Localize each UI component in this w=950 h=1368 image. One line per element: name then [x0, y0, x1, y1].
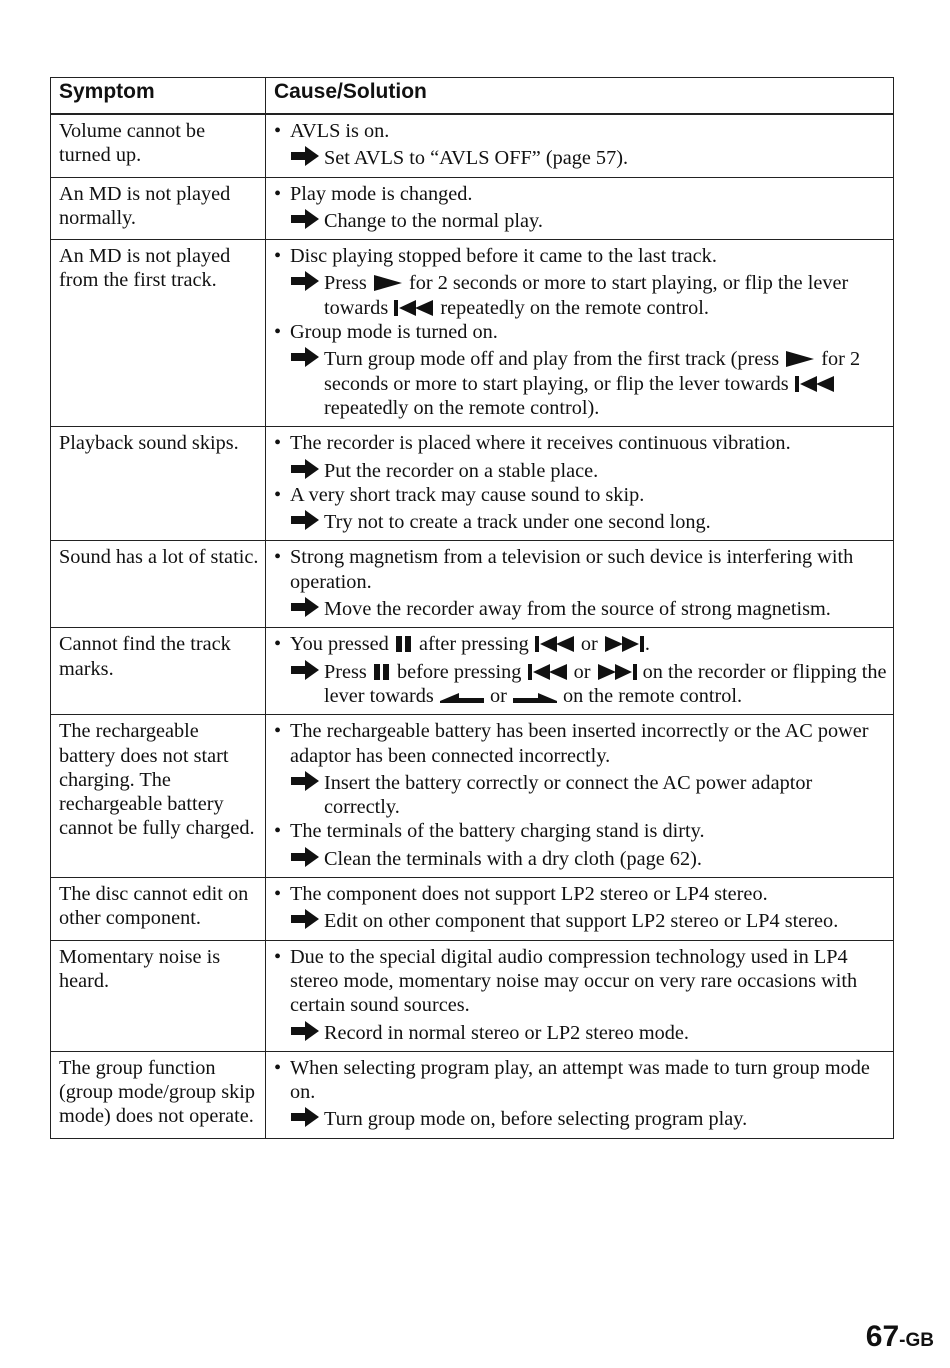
- cause-line: [274, 632, 887, 656]
- cause-text: [290, 819, 887, 843]
- text-fragment: The terminals of the battery charging stand is dirty.: [290, 820, 705, 843]
- solution-line: [290, 146, 887, 170]
- text-fragment: Set AVLS to “AVLS OFF” (page 57).: [324, 147, 629, 170]
- cause-item: [274, 1056, 887, 1132]
- cause-line: [274, 945, 887, 1018]
- text-fragment: repeatedly on the remote control).: [324, 396, 600, 419]
- bullet-icon: •: [274, 120, 282, 142]
- cause-item: [274, 545, 887, 621]
- solution-text: [324, 771, 887, 820]
- table-row: [51, 177, 894, 240]
- text-fragment: The rechargeable battery has been inserted incorrectly or the AC power adaptor has been connected incorrectly.: [290, 720, 869, 767]
- solution-text: [324, 510, 887, 534]
- cause-item: [274, 182, 887, 234]
- cause-text: [290, 1056, 887, 1105]
- symptom-cell: Momentary noise is heard.: [51, 940, 266, 1051]
- text-fragment: Change to the normal play.: [324, 209, 543, 232]
- text-fragment: repeatedly on the remote control.: [435, 296, 709, 319]
- cause-item: [274, 483, 887, 535]
- cause-item: [274, 119, 887, 171]
- text-fragment: after pressing: [413, 633, 534, 656]
- cause-item: [274, 320, 887, 420]
- cause-item: [274, 882, 887, 934]
- text-fragment: Try not to create a track under one second long.: [324, 511, 711, 534]
- symptom-cell: Volume cannot be turned up.: [51, 114, 266, 177]
- symptom-cell: The group function (group mode/group skip mode) does not operate.: [51, 1051, 266, 1138]
- bullet-icon: •: [274, 820, 282, 843]
- bullet-icon: •: [274, 432, 282, 455]
- bullet-icon: •: [274, 720, 282, 743]
- prev-icon: [534, 635, 576, 653]
- cause-line: [274, 882, 887, 906]
- text-fragment: Edit on other component that support LP2 stereo or LP4 stereo.: [324, 910, 839, 933]
- table-row: [51, 427, 894, 541]
- text-fragment: A very short track may cause sound to skip.: [290, 483, 645, 506]
- solution-line: [290, 771, 887, 820]
- arrow-right-icon: [290, 597, 324, 621]
- solution-line: [290, 1107, 887, 1131]
- text-fragment: The component does not support LP2 stereo or LP4 stereo.: [290, 883, 768, 906]
- text-fragment: Record in normal stereo or LP2 stereo mode.: [324, 1021, 689, 1044]
- solution-line: [290, 1021, 887, 1045]
- cause-solution-cell: [266, 541, 894, 628]
- cause-item: [274, 632, 887, 708]
- bullet-icon: •: [274, 1056, 282, 1079]
- cause-text: [290, 882, 887, 906]
- pause-icon: [372, 663, 392, 681]
- text-fragment: When selecting program play, an attempt was made to turn group mode on.: [290, 1056, 870, 1104]
- arrow-right-icon: [290, 909, 324, 933]
- cause-solution-cell: [266, 1051, 894, 1138]
- table-row: [51, 715, 894, 878]
- arrow-right-icon: [290, 209, 324, 233]
- text-fragment: Due to the special digital audio compression technology used in LP4 stereo mode, momentary noise may occur on very rare occasions with certain sound sources.: [290, 945, 858, 1017]
- solution-line: [290, 909, 887, 933]
- symptom-cell: Sound has a lot of static.: [51, 541, 266, 628]
- text-fragment: Insert the battery correctly or connect the AC power adaptor correctly.: [324, 771, 813, 819]
- table-row: [51, 878, 894, 941]
- symptom-cell: Cannot find the track marks.: [51, 628, 266, 715]
- cause-text: [290, 320, 887, 344]
- symptom-cell: The disc cannot edit on other component.: [51, 878, 266, 941]
- text-fragment: Move the recorder away from the source of strong magnetism.: [324, 598, 831, 621]
- table-row: [51, 1051, 894, 1138]
- text-fragment: for 2 seconds or more to start playing, or flip the lever towards: [324, 272, 849, 319]
- bullet-icon: •: [274, 883, 282, 906]
- text-fragment: or: [575, 633, 603, 656]
- text-fragment: Disc playing stopped before it came to the last track.: [290, 245, 717, 268]
- cause-text: [290, 632, 887, 656]
- arrow-right-icon: [290, 771, 324, 820]
- pause-icon: [394, 635, 414, 653]
- text-fragment: Turn group mode off and play from the first track (press: [324, 348, 785, 371]
- solution-text: [324, 847, 887, 871]
- text-fragment: on the remote control.: [557, 684, 743, 707]
- table-body: [51, 114, 894, 1138]
- page-number-suffix: -GB: [899, 1330, 934, 1351]
- text-fragment: Strong magnetism from a television or such device is interfering with operation.: [290, 546, 854, 593]
- cause-line: [274, 119, 887, 143]
- lever-right-icon: [512, 691, 558, 705]
- text-fragment: Clean the terminals with a dry cloth (page 62).: [324, 847, 702, 870]
- table-row: [51, 541, 894, 628]
- solution-text: [324, 909, 887, 933]
- cause-line: [274, 483, 887, 507]
- cause-solution-header: Cause/Solution: [266, 78, 894, 115]
- cause-item: [274, 244, 887, 320]
- solution-text: [324, 146, 887, 170]
- arrow-right-icon: [290, 660, 324, 709]
- prev-icon: [527, 663, 569, 681]
- text-fragment: Turn group mode on, before selecting program play.: [324, 1108, 748, 1131]
- table-row: [51, 628, 894, 715]
- arrow-right-icon: [290, 459, 324, 483]
- solution-line: [290, 660, 887, 709]
- symptom-header: Symptom: [51, 78, 266, 115]
- text-fragment: Play mode is changed.: [290, 182, 473, 205]
- text-fragment: Press: [324, 660, 372, 683]
- cause-solution-cell: [266, 114, 894, 177]
- table-row: [51, 114, 894, 177]
- cause-text: [290, 244, 887, 268]
- text-fragment: Press: [324, 272, 372, 295]
- cause-line: [274, 320, 887, 344]
- text-fragment: You pressed: [290, 633, 394, 656]
- cause-line: [274, 244, 887, 268]
- cause-text: [290, 545, 887, 594]
- text-fragment: or: [568, 660, 596, 683]
- cause-text: [290, 945, 887, 1018]
- cause-solution-cell: [266, 878, 894, 941]
- text-fragment: before pressing: [391, 660, 527, 683]
- text-fragment: Group mode is turned on.: [290, 321, 498, 344]
- bullet-icon: •: [274, 321, 282, 344]
- text-fragment: The recorder is placed where it receives continuous vibration.: [290, 432, 791, 455]
- cause-line: [274, 719, 887, 768]
- cause-text: [290, 119, 887, 143]
- cause-solution-cell: [266, 427, 894, 541]
- text-fragment: or: [484, 684, 512, 707]
- next-icon: [596, 663, 638, 681]
- solution-text: [324, 209, 887, 233]
- cause-line: [274, 819, 887, 843]
- cause-line: [274, 182, 887, 206]
- cause-solution-cell: [266, 240, 894, 427]
- cause-solution-cell: [266, 177, 894, 240]
- table-header-row: [51, 78, 894, 115]
- cause-solution-cell: [266, 715, 894, 878]
- solution-line: [290, 271, 887, 320]
- cause-line: [274, 431, 887, 455]
- play-icon: [784, 350, 816, 368]
- arrow-right-icon: [290, 1021, 324, 1045]
- table-row: [51, 940, 894, 1051]
- bullet-icon: •: [274, 945, 282, 968]
- solution-line: [290, 209, 887, 233]
- symptom-cell: An MD is not played normally.: [51, 177, 266, 240]
- symptom-cell: An MD is not played from the first track.: [51, 240, 266, 427]
- text-fragment: on the recorder or flipping the lever towards: [324, 660, 887, 707]
- prev-icon: [393, 299, 435, 317]
- arrow-right-icon: [290, 1107, 324, 1131]
- solution-text: [324, 459, 887, 483]
- cause-line: [274, 1056, 887, 1105]
- bullet-icon: •: [274, 483, 282, 506]
- solution-text: [324, 1107, 887, 1131]
- solution-line: [290, 347, 887, 420]
- bullet-icon: •: [274, 633, 282, 656]
- text-fragment: AVLS is on.: [290, 120, 390, 142]
- cause-item: [274, 945, 887, 1045]
- solution-text: [324, 597, 887, 621]
- solution-text: [324, 271, 887, 320]
- cause-line: [274, 545, 887, 594]
- bullet-icon: •: [274, 546, 282, 569]
- arrow-right-icon: [290, 510, 324, 534]
- text-fragment: .: [644, 633, 650, 656]
- cause-item: [274, 819, 887, 871]
- cause-item: [274, 431, 887, 483]
- prev-icon: [794, 375, 836, 393]
- solution-text: [324, 347, 887, 420]
- solution-text: [324, 1021, 887, 1045]
- cause-text: [290, 431, 887, 455]
- symptom-cell: Playback sound skips.: [51, 427, 266, 541]
- table-row: [51, 240, 894, 427]
- cause-text: [290, 182, 887, 206]
- cause-solution-cell: [266, 940, 894, 1051]
- symptom-cell: The rechargeable battery does not start charging. The rechargeable battery cannot be fully charged.: [51, 715, 266, 878]
- arrow-right-icon: [290, 847, 324, 871]
- solution-line: [290, 459, 887, 483]
- solution-line: [290, 847, 887, 871]
- play-icon: [372, 274, 404, 292]
- page-number: [866, 1320, 934, 1354]
- solution-line: [290, 597, 887, 621]
- arrow-right-icon: [290, 146, 324, 170]
- lever-left-icon: [439, 691, 485, 705]
- arrow-right-icon: [290, 347, 324, 420]
- cause-solution-cell: [266, 628, 894, 715]
- bullet-icon: •: [274, 182, 282, 205]
- solution-text: [324, 660, 887, 709]
- text-fragment: for 2 seconds or more to start playing, or flip the lever towards: [324, 348, 861, 395]
- cause-text: [290, 719, 887, 768]
- bullet-icon: •: [274, 245, 282, 268]
- text-fragment: Put the recorder on a stable place.: [324, 459, 599, 482]
- troubleshooting-table: [50, 77, 894, 1139]
- solution-line: [290, 510, 887, 534]
- arrow-right-icon: [290, 271, 324, 320]
- cause-text: [290, 483, 887, 507]
- page-number-value: 67: [865, 1320, 900, 1353]
- cause-item: [274, 719, 887, 819]
- next-icon: [603, 635, 645, 653]
